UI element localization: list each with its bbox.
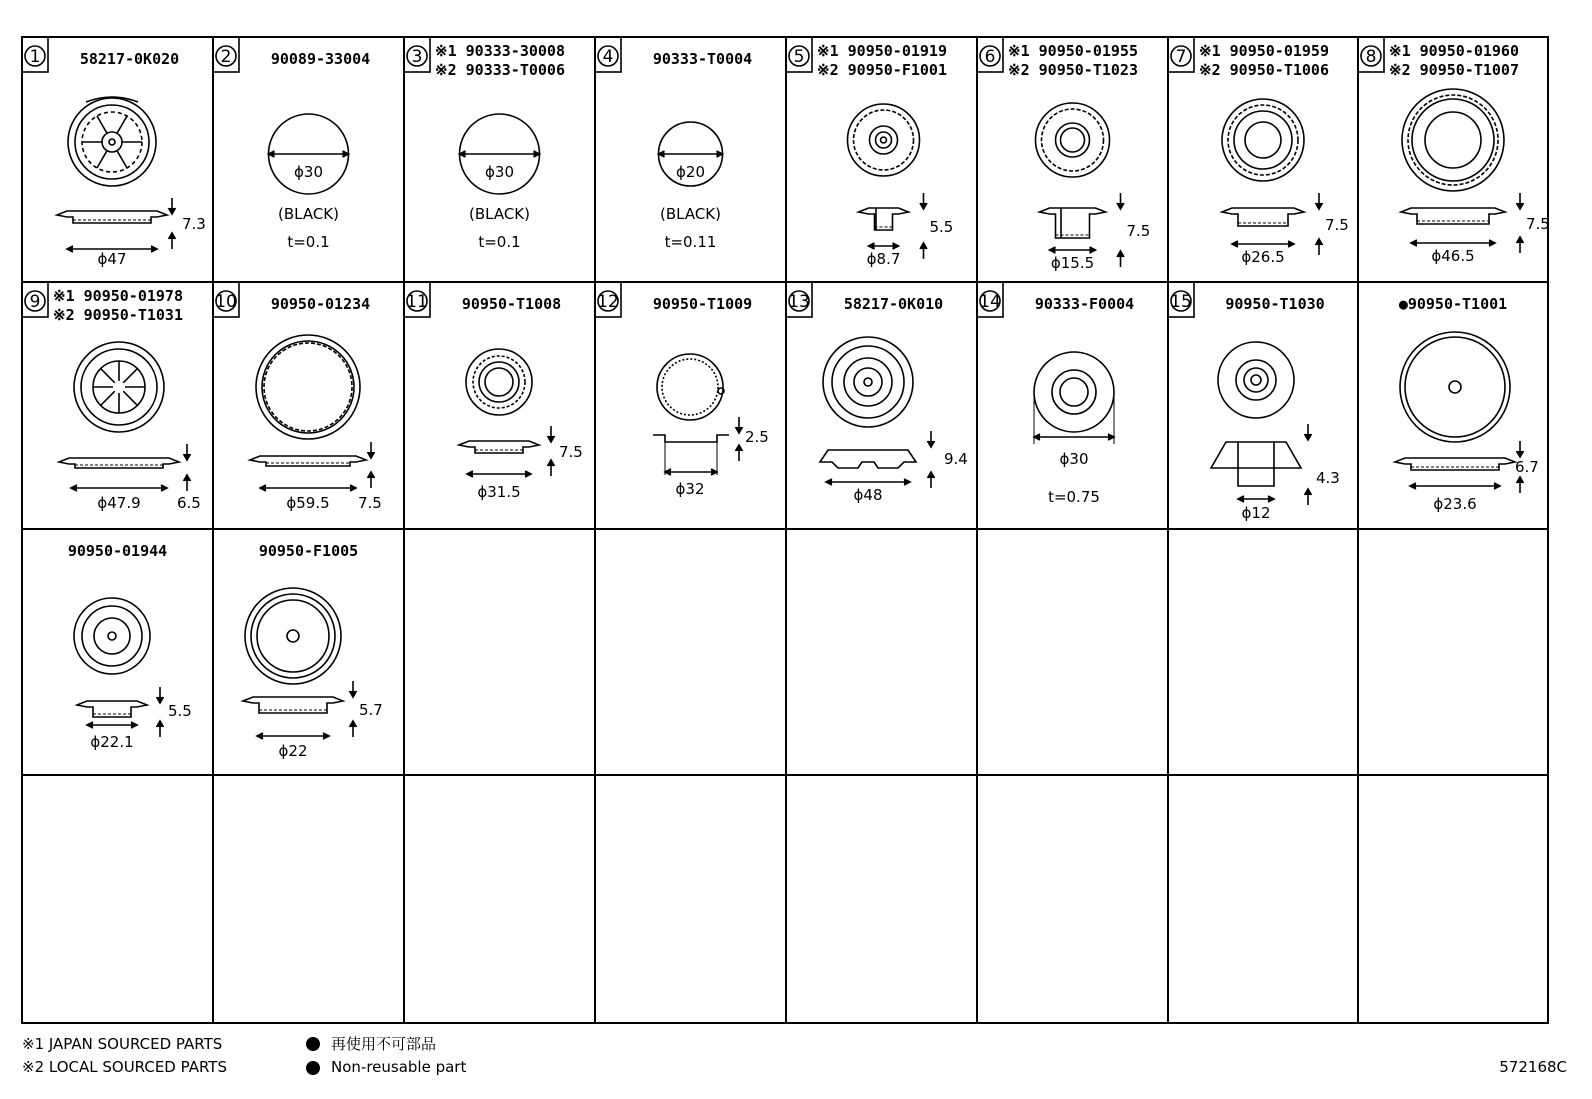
legend-nonreusable-jp: 再使用不可部品: [331, 1035, 437, 1053]
cell-13: [786, 282, 968, 504]
part-number-japan: ※1 90950-01959: [1199, 42, 1329, 60]
index-number: 5: [793, 47, 805, 67]
dimension-label: 6.5: [177, 494, 201, 512]
part-number: 90950-01944: [67, 542, 168, 560]
part-drawing: [820, 337, 935, 488]
note-label: t=0.75: [1048, 488, 1100, 506]
part-number: 58217-0K020: [79, 50, 180, 68]
index-number: 6: [984, 47, 996, 67]
cell-10: [213, 282, 382, 512]
part-number: 90950-F1005: [258, 542, 359, 560]
cell-18: [243, 542, 383, 760]
legend-local-sourced: ※2 LOCAL SOURCED PARTS: [22, 1058, 227, 1076]
index-number: 10: [215, 292, 237, 312]
index-number: 13: [788, 292, 810, 312]
dimension-label: ϕ46.5: [1431, 247, 1475, 265]
note-label: t=0.11: [664, 233, 717, 251]
dimension-label: ϕ32: [675, 480, 705, 498]
part-number: 90950-T1008: [461, 295, 562, 313]
dimension-label: ϕ47.9: [97, 494, 141, 512]
part-number: 90950-T1030: [1225, 295, 1325, 313]
part-number: 90333-T0004: [652, 50, 753, 68]
dimension-label: ϕ12: [1241, 504, 1271, 522]
part-drawing: [74, 598, 164, 737]
dimension-label: 5.5: [168, 702, 192, 720]
part-drawing: [1211, 342, 1312, 505]
part-number-local: ※2 90950-T1023: [1008, 61, 1138, 79]
cell-3: [404, 37, 565, 251]
dimension-label: 7.5: [1325, 216, 1349, 234]
dimension-label: 6.7: [1515, 458, 1539, 476]
part-drawing: [1401, 89, 1524, 253]
dimension-label: 7.3: [182, 215, 206, 233]
cell-6: [977, 37, 1150, 272]
part-drawing: [1222, 99, 1323, 255]
dimension-label: ϕ47: [97, 250, 127, 268]
index-number: 11: [406, 292, 428, 312]
index-number: 4: [602, 47, 614, 67]
dimension-label: 5.5: [929, 218, 954, 236]
dimension-label: ϕ15.5: [1050, 254, 1095, 272]
part-drawing: [460, 114, 540, 194]
dimension-label: ϕ48: [853, 486, 883, 504]
part-drawing: [57, 97, 176, 252]
dimension-label: ϕ30: [485, 163, 514, 181]
dimension-label: 7.5: [1126, 222, 1151, 240]
part-drawing: [243, 588, 357, 739]
part-number-japan: ※1 90950-01955: [1008, 42, 1138, 60]
part-number: ●90950-T1001: [1398, 295, 1508, 313]
part-drawing: [1395, 332, 1524, 493]
part-drawing: [459, 349, 555, 477]
dimension-label: ϕ31.5: [477, 483, 521, 501]
part-number: 90950-01234: [270, 295, 371, 313]
dimension-label: ϕ26.5: [1241, 248, 1285, 266]
part-number-japan: ※1 90333-30008: [435, 42, 565, 60]
dimension-label: ϕ22.1: [90, 733, 134, 751]
note-label: (BLACK): [277, 205, 340, 223]
dimension-label: ϕ23.6: [1433, 495, 1477, 513]
part-drawing: [848, 104, 928, 259]
dimension-label: 7.5: [358, 494, 382, 512]
part-drawing: [1034, 352, 1114, 444]
note-label: t=0.1: [478, 233, 521, 251]
dimension-label: 9.4: [944, 450, 968, 468]
part-drawing: [269, 114, 349, 194]
index-number: 7: [1175, 47, 1187, 67]
cell-14: [977, 282, 1134, 506]
part-number-local: ※2 90950-T1006: [1199, 61, 1329, 79]
index-number: 1: [29, 47, 41, 67]
part-number: 90089-33004: [270, 50, 371, 68]
cell-7: [1168, 37, 1349, 266]
dimension-label: 4.3: [1316, 469, 1340, 487]
dimension-label: ϕ8.7: [866, 250, 901, 268]
cell-12: [595, 282, 769, 498]
legend-nonreusable-en: Non-reusable part: [331, 1058, 467, 1076]
part-number-local: ※2 90950-T1031: [53, 306, 183, 324]
part-number-local: ※2 90950-T1007: [1389, 61, 1519, 79]
cell-16: [1395, 295, 1539, 513]
note-label: (BLACK): [659, 205, 722, 223]
cell-1: [22, 37, 206, 268]
index-number: 8: [1365, 47, 1377, 67]
note-label: (BLACK): [468, 205, 531, 223]
part-number-local: ※2 90950-F1001: [817, 61, 947, 79]
dimension-label: 2.5: [745, 428, 769, 446]
cell-2: [213, 37, 370, 251]
dimension-label: ϕ59.5: [286, 494, 330, 512]
part-number-japan: ※1 90950-01919: [817, 42, 947, 60]
cell-9: [22, 282, 201, 512]
index-number: 12: [597, 292, 619, 312]
index-number: 14: [979, 292, 1001, 312]
cell-8: [1358, 37, 1550, 265]
dimension-label: 5.7: [359, 701, 383, 719]
part-drawing: [250, 335, 375, 491]
table-grid: [22, 37, 1548, 1023]
index-number: 3: [411, 47, 423, 67]
part-drawing: [653, 354, 743, 475]
dimension-label: ϕ30: [294, 163, 323, 181]
part-number-local: ※2 90333-T0006: [435, 61, 565, 79]
dimension-label: ϕ30: [1059, 450, 1089, 468]
cell-5: [786, 37, 953, 268]
note-label: t=0.1: [287, 233, 330, 251]
part-number: 90950-T1009: [652, 295, 753, 313]
index-number: 15: [1170, 292, 1192, 312]
part-drawing: [1036, 103, 1125, 267]
part-number-japan: ※1 90950-01960: [1389, 42, 1519, 60]
index-number: 2: [220, 47, 232, 67]
dimension-label: 7.5: [559, 443, 583, 461]
bullet-icon: [306, 1037, 320, 1051]
dimension-label: ϕ22: [278, 742, 308, 760]
part-number-japan: ※1 90950-01978: [53, 287, 183, 305]
part-number: 58217-0K010: [843, 295, 944, 313]
cell-11: [404, 282, 583, 501]
cell-15: [1168, 282, 1340, 522]
cell-4: [595, 37, 752, 251]
part-drawing: [59, 342, 191, 491]
legend-japan-sourced: ※1 JAPAN SOURCED PARTS: [22, 1035, 223, 1053]
dimension-label: ϕ20: [676, 163, 705, 181]
part-number: 90333-F0004: [1034, 295, 1135, 313]
dimension-label: 7.5: [1526, 215, 1550, 233]
cell-17: [68, 542, 192, 751]
bullet-icon: [306, 1061, 320, 1075]
legend: [22, 1035, 1567, 1076]
index-number: 9: [29, 292, 41, 312]
drawing-id: 572168C: [1499, 1058, 1567, 1076]
